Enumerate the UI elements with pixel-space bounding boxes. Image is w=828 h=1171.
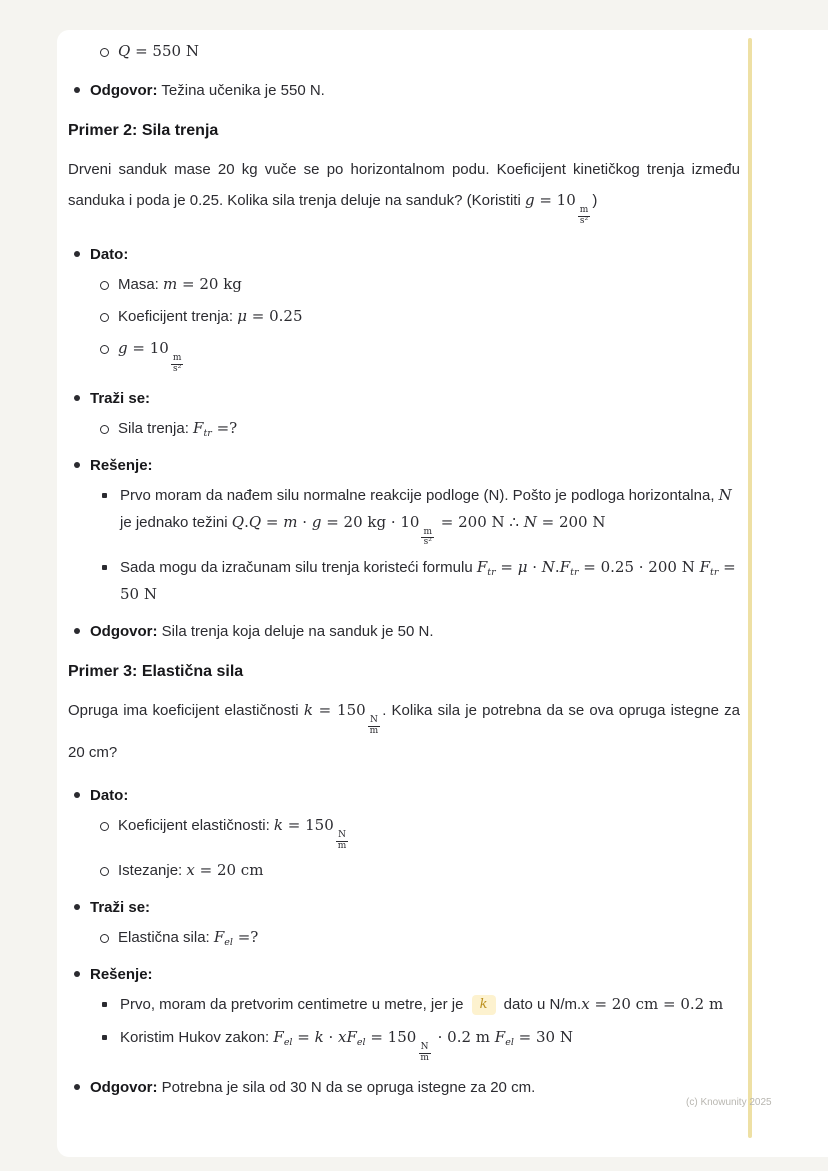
- math-segment: = 150: [312, 701, 366, 720]
- dato-block: [68, 241, 740, 375]
- rich-text: [118, 816, 350, 852]
- math-symbol-base: F: [193, 418, 204, 437]
- fraction-numerator: N: [369, 715, 378, 726]
- math-segment: = 0.25: [246, 306, 303, 325]
- primer3-structure-list: [68, 782, 740, 1101]
- primer2-intro-paragraph: [68, 154, 740, 227]
- math-segment: =?: [232, 927, 259, 946]
- resenje-label: Rešenje:: [90, 965, 153, 983]
- text-segment: Opruga ima koeficijent elastičnosti: [68, 702, 304, 720]
- inline-term-link[interactable]: k: [472, 995, 496, 1015]
- fraction-denominator: m: [337, 841, 347, 852]
- resenje-block: [68, 452, 740, 609]
- document-content: [68, 38, 740, 1111]
- rich-text: [120, 1027, 573, 1063]
- list-item: [90, 991, 740, 1018]
- dato-label: Dato:: [90, 245, 129, 263]
- math-symbol: $F_{tr}$: [476, 558, 496, 579]
- math-fraction: [421, 528, 434, 549]
- math-fraction: [336, 831, 349, 852]
- math-segment: m: [163, 274, 178, 293]
- math-segment: k: [314, 1027, 324, 1046]
- rich-text: [120, 485, 732, 548]
- resenje-block: [68, 961, 740, 1064]
- answer-item: [68, 77, 740, 104]
- text-segment: Sila trenja koja deluje na sanduk je 50 N.: [157, 623, 434, 641]
- dato-label: Dato:: [90, 787, 129, 805]
- math-segment: = 50 N: [120, 558, 736, 604]
- math-fraction: [578, 206, 591, 227]
- fraction-denominator: m: [420, 1052, 429, 1063]
- resenje-label: Rešenje:: [90, 456, 153, 474]
- rich-text: [90, 82, 325, 99]
- text-segment: Koeficijent trenja:: [118, 307, 238, 325]
- section-heading-primer2: Primer 2: Sila trenja: [68, 122, 219, 139]
- fraction-numerator: m: [579, 205, 589, 215]
- list-item: [90, 857, 740, 884]
- math-segment: =: [495, 558, 518, 577]
- math-symbol-base: F: [494, 1027, 506, 1046]
- carryover-sub-list: [90, 38, 740, 65]
- math-symbol-base: F: [346, 1027, 357, 1046]
- math-segment: ·: [527, 558, 542, 577]
- rich-text: [120, 996, 723, 1013]
- math-segment: m: [283, 512, 298, 531]
- math-segment: · 0.2 m: [432, 1027, 495, 1046]
- fraction-numerator: m: [172, 352, 182, 363]
- text-segment: Prvo moram da nađem silu normalne reakcije podloge (N). Pošto je podloga horizontalna,: [120, 486, 719, 504]
- math-segment: = 150: [283, 816, 334, 835]
- math-symbol-base: F: [699, 558, 711, 577]
- math-segment: = 10: [534, 191, 576, 209]
- bold-text-segment: Odgovor:: [90, 82, 158, 99]
- math-segment: g: [311, 512, 322, 531]
- answer-item: [68, 1074, 740, 1101]
- math-segment: N: [718, 485, 732, 504]
- math-segment: μ: [237, 306, 247, 325]
- math-segment: = 150: [365, 1027, 417, 1046]
- math-segment: N: [523, 512, 537, 531]
- resenje-items: [90, 991, 740, 1064]
- math-symbol-base: F: [476, 558, 488, 577]
- math-segment: Q: [231, 512, 245, 531]
- fraction-denominator: s²: [423, 537, 432, 548]
- rich-text: [118, 862, 263, 879]
- math-segment: = 200 N: [536, 512, 606, 531]
- fraction-denominator: s²: [172, 363, 182, 374]
- math-segment: = 200 N ∴: [436, 512, 524, 531]
- text-segment: Istezanje:: [118, 861, 187, 879]
- text-segment: . Kolika sila je potrebna da se ova opruga istegne za 20 cm?: [68, 702, 740, 762]
- math-segment: = 30 N: [513, 1027, 573, 1046]
- math-segment: =: [292, 1027, 315, 1046]
- document-page: [57, 30, 828, 1157]
- dato-items: [90, 271, 740, 375]
- rich-text: [90, 1079, 535, 1096]
- math-segment: x: [338, 1027, 347, 1046]
- math-symbol: $F_{el}$: [346, 1027, 366, 1048]
- rich-text: [118, 420, 237, 437]
- math-symbol-base: F: [213, 927, 225, 946]
- math-symbol-base: F: [559, 558, 571, 577]
- section-heading-primer3: Primer 3: Elastična sila: [68, 663, 244, 681]
- list-item: [90, 812, 740, 852]
- copyright-watermark: (c) Knowunity 2025: [686, 1097, 772, 1108]
- math-fraction: [171, 354, 184, 375]
- rich-text: [118, 276, 242, 293]
- list-item: [90, 271, 740, 298]
- math-segment: =?: [211, 418, 238, 437]
- text-segment: Koeficijent elastičnosti:: [118, 817, 274, 835]
- math-symbol: $F_{tr}$: [559, 558, 579, 579]
- math-segment: x: [186, 860, 195, 879]
- list-item: [90, 335, 740, 375]
- text-segment: Sada mogu da izračunam silu trenja koristeći formulu: [120, 559, 477, 577]
- rich-text: [118, 43, 199, 60]
- math-segment: k: [303, 701, 313, 720]
- math-segment: Q: [248, 512, 262, 531]
- trazi-items: [90, 924, 740, 951]
- list-item: [90, 1024, 740, 1064]
- trazi-items: [90, 415, 740, 442]
- math-segment: =: [261, 512, 284, 531]
- bold-text-segment: Odgovor:: [90, 623, 158, 641]
- list-item: [90, 554, 740, 608]
- math-symbol-base: F: [273, 1027, 284, 1046]
- rich-text: [120, 559, 736, 603]
- math-segment: k: [273, 816, 284, 835]
- text-segment: Prvo, moram da pretvorim centimetre u metre, jer je: [120, 995, 468, 1013]
- math-segment: = 20 kg: [177, 274, 242, 293]
- math-segment: = 20 kg · 10: [321, 512, 420, 531]
- resenje-items: [90, 482, 740, 609]
- text-segment: Elastična sila:: [118, 928, 214, 946]
- math-segment: x: [581, 994, 590, 1013]
- trazi-label: Traži se:: [90, 389, 151, 407]
- list-item: [90, 38, 740, 65]
- trazi-block: [68, 894, 740, 951]
- dato-block: [68, 782, 740, 884]
- dato-items: [90, 812, 740, 884]
- trazi-block: [68, 385, 740, 442]
- list-item: [90, 924, 740, 951]
- math-segment: g: [524, 191, 535, 209]
- fraction-denominator: m: [369, 726, 379, 737]
- text-segment: Težina učenika je 550 N.: [157, 82, 325, 99]
- fraction-numerator: N: [420, 1041, 429, 1052]
- math-segment: .: [244, 512, 249, 531]
- rich-text: [68, 702, 740, 761]
- math-segment: ·: [323, 1027, 338, 1046]
- fraction-numerator: N: [338, 830, 346, 841]
- list-item: [90, 303, 740, 330]
- text-segment: je jednako težini: [120, 513, 232, 531]
- math-symbol: $F_{el}$: [213, 927, 233, 948]
- math-fraction: [368, 716, 381, 737]
- rich-text: [118, 338, 185, 374]
- math-segment: = 20 cm = 0.2 m: [589, 994, 724, 1013]
- math-segment: .: [554, 558, 560, 577]
- math-symbol: $F_{el}$: [494, 1027, 514, 1048]
- math-segment: Q: [118, 42, 131, 60]
- math-segment: = 10: [127, 338, 169, 357]
- math-segment: ·: [297, 512, 312, 531]
- math-segment: = 0.25 · 200 N: [578, 558, 700, 577]
- math-segment: = 550 N: [130, 42, 199, 60]
- answer-item: [68, 618, 740, 645]
- carryover-answer-list: [68, 77, 740, 104]
- math-symbol: $F_{el}$: [273, 1027, 293, 1048]
- text-segment: Potrebna je sila od 30 N da se opruga istegne za 20 cm.: [157, 1078, 536, 1096]
- math-segment: N: [541, 558, 555, 577]
- text-segment: Koristim Hukov zakon:: [120, 1028, 274, 1046]
- text-segment: Masa:: [118, 275, 164, 293]
- fraction-denominator: s²: [579, 215, 589, 226]
- text-segment: Drveni sanduk mase 20 kg vuče se po horizontalnom podu. Koeficijent kinetičkog trenja između sanduka i poda je 0.25. Kolika sila trenja deluje na sanduk? (Koristiti: [68, 161, 740, 209]
- math-segment: g: [118, 338, 128, 357]
- list-item: [90, 415, 740, 442]
- bold-text-segment: Odgovor:: [90, 1078, 158, 1096]
- text-segment: dato u N/m.: [499, 995, 582, 1013]
- rich-text: [118, 929, 258, 946]
- list-item: [90, 482, 740, 549]
- rich-text: [68, 161, 740, 226]
- trazi-label: Traži se:: [90, 898, 151, 916]
- rich-text: [118, 308, 303, 325]
- math-segment: = 20 cm: [194, 860, 264, 879]
- math-fraction: [418, 1043, 431, 1064]
- primer3-intro-paragraph: [68, 695, 740, 768]
- math-segment: μ: [517, 558, 528, 577]
- text-segment: ): [592, 192, 598, 209]
- text-segment: Sila trenja:: [118, 419, 194, 437]
- fraction-numerator: m: [423, 526, 433, 537]
- page-edge-accent-line: [748, 38, 752, 1138]
- math-symbol: $F_{tr}$: [193, 418, 212, 439]
- math-symbol: $F_{tr}$: [699, 558, 719, 579]
- rich-text: [90, 623, 434, 640]
- primer2-structure-list: [68, 241, 740, 646]
